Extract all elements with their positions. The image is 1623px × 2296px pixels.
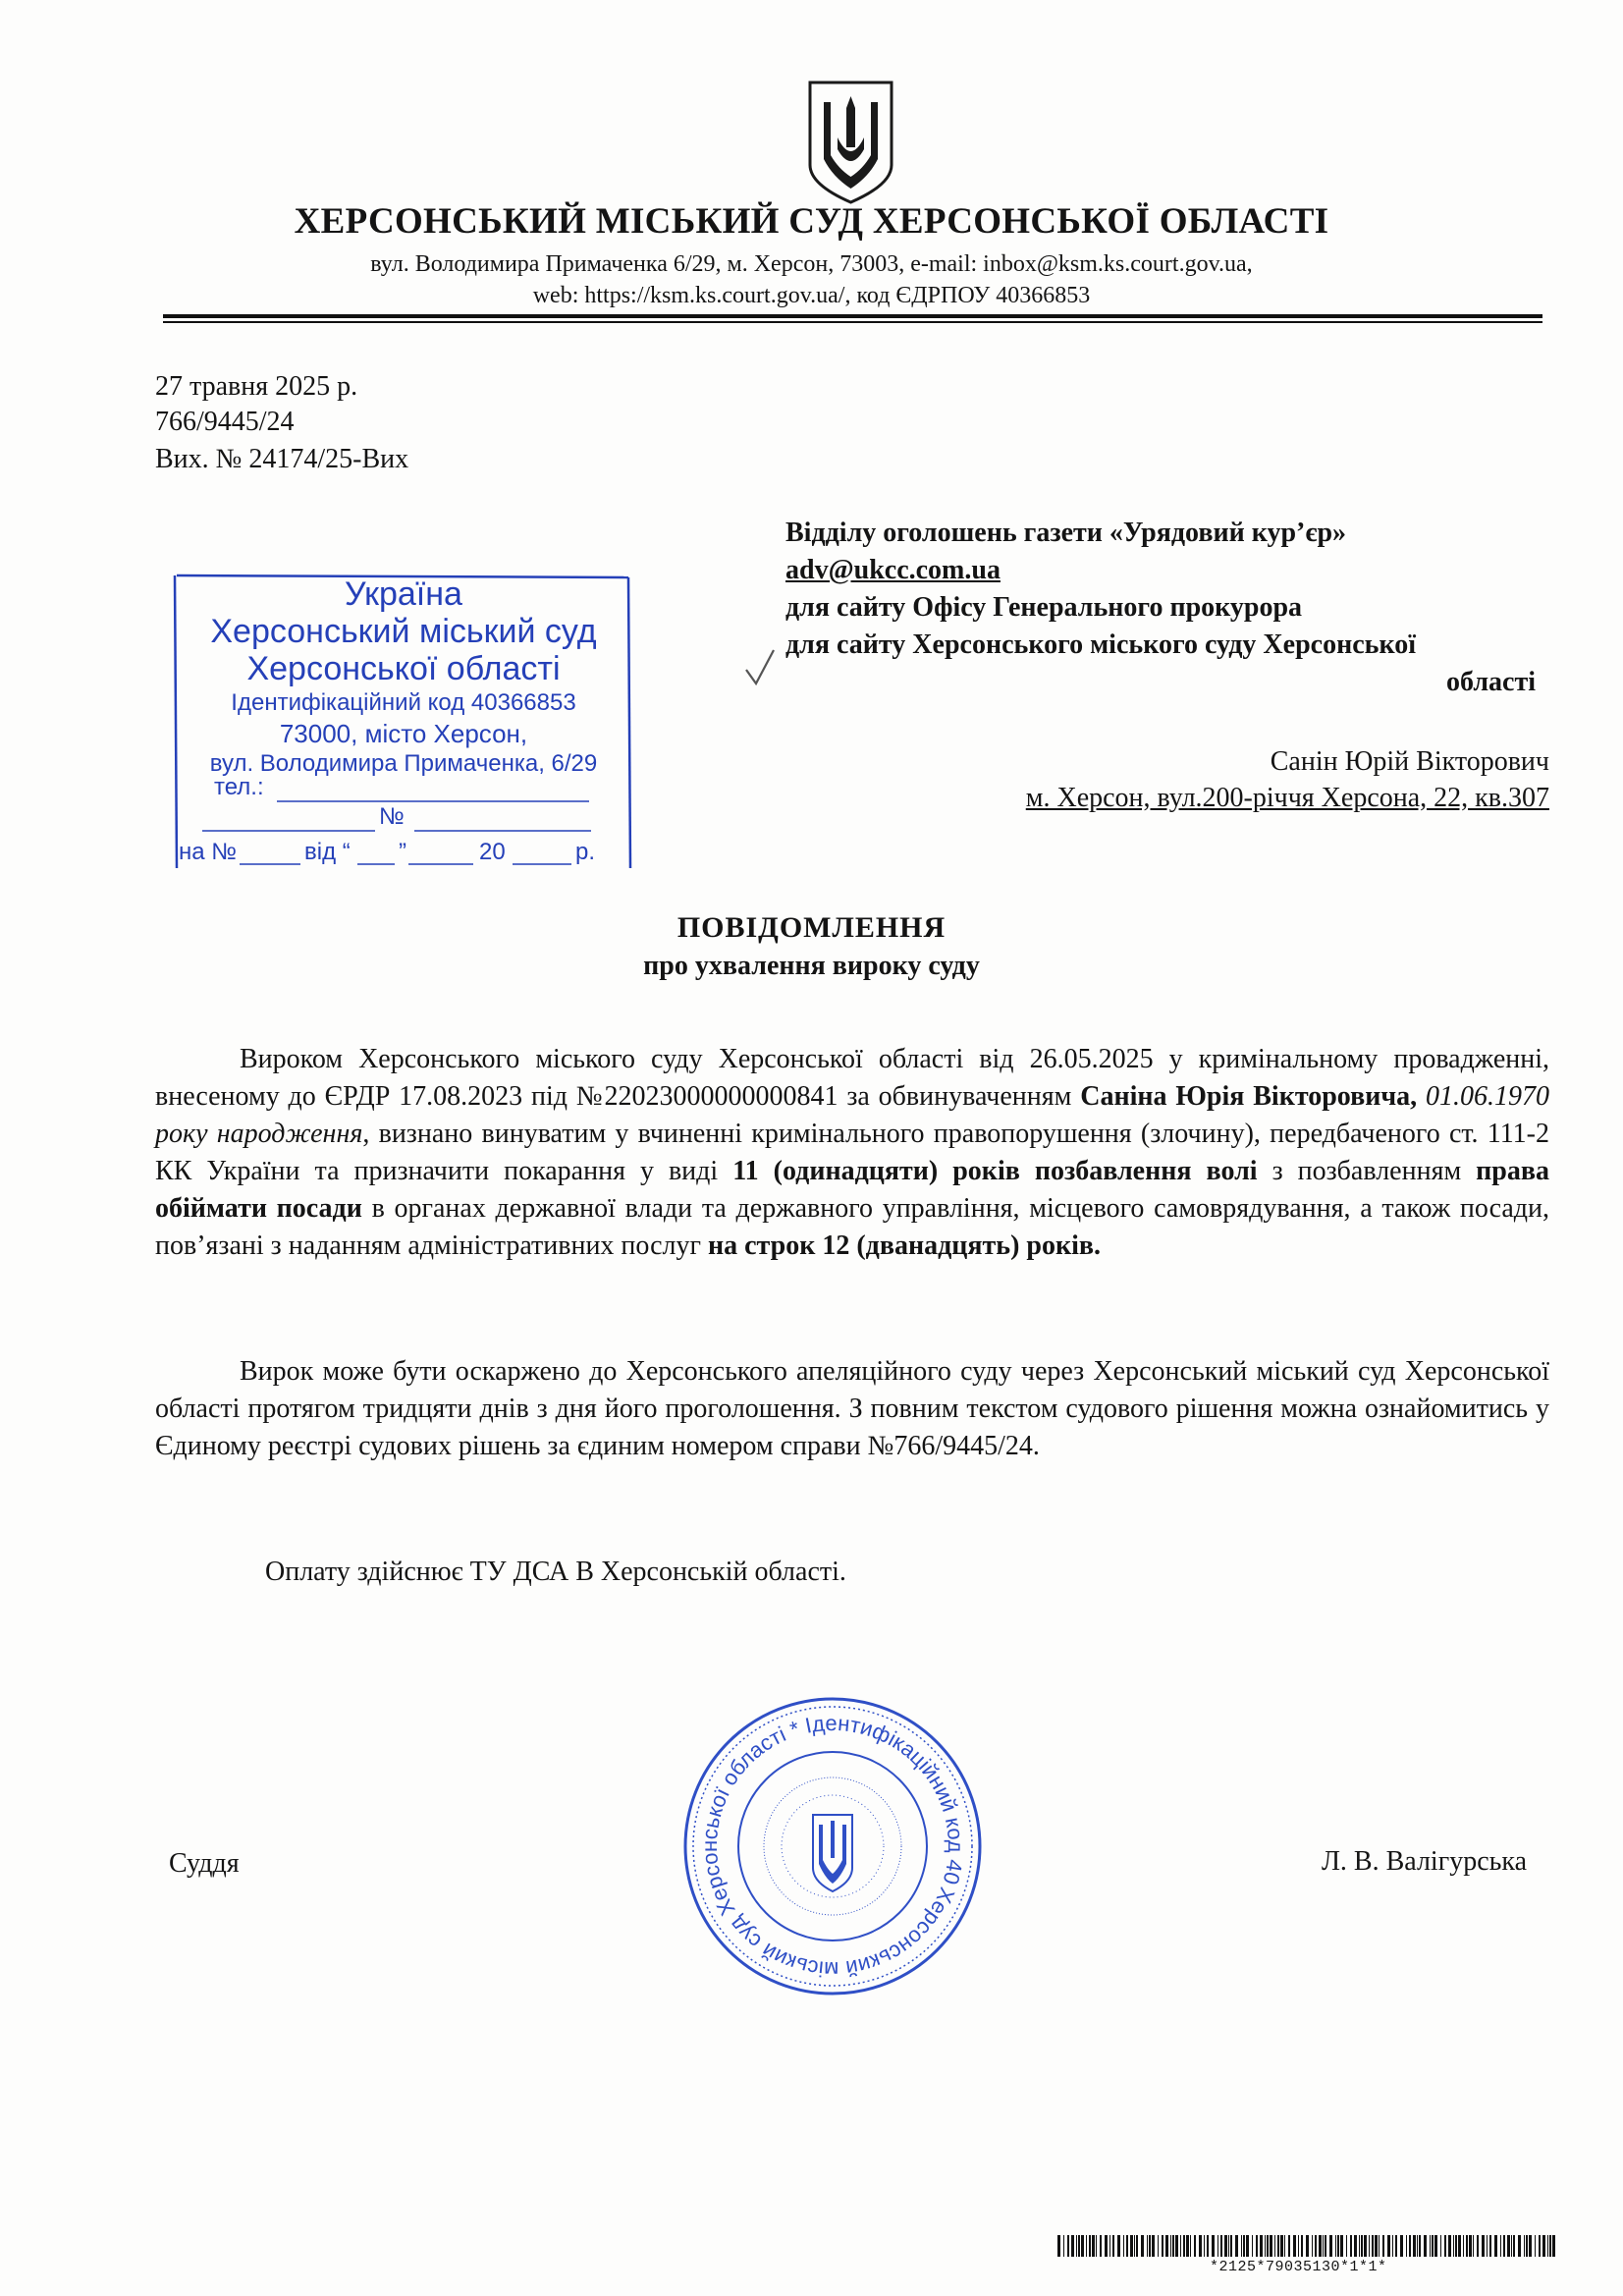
header-rule <box>163 314 1542 318</box>
barcode-bar <box>1092 2235 1095 2257</box>
barcode-bar <box>1417 2235 1418 2257</box>
accused-name: Саніна Юрія Вікторовича, <box>1080 1081 1418 1112</box>
appeal-text: Вирок може бути оскаржено до Херсонського апеляційного суду через Херсонський міський суд Херсонської області протягом тридцяти днів з дня його проголошення. З повним текстом судового рішення можна ознайомитись у Єдиному реєстрі судових рішень за єдиним номером справи №766/9445/24. <box>155 1356 1549 1461</box>
registration-stamp <box>167 568 640 876</box>
stamp-ref-label: на № <box>179 839 238 865</box>
accused-birth: 01.06.1970 року народження <box>155 1081 1550 1149</box>
barcode-bar <box>1503 2235 1505 2257</box>
stamp-quote-close: ” <box>399 839 406 865</box>
recipient-court-site-cont: області <box>1446 667 1536 697</box>
barcode-bar <box>1301 2235 1303 2257</box>
barcode-bar <box>1081 2235 1084 2257</box>
barcode-bar <box>1284 2235 1285 2257</box>
barcode-bar <box>1086 2235 1087 2257</box>
barcode-bar <box>1105 2235 1108 2257</box>
header-rule-thin <box>163 321 1542 323</box>
barcode-bar <box>1518 2235 1521 2257</box>
recipient-newspaper: Відділу оголошень газети «Урядовий кур’єр» <box>785 518 1347 548</box>
stamp-number-label: № <box>379 803 405 830</box>
appeal-paragraph <box>155 1353 1549 1465</box>
barcode-bar <box>1158 2235 1159 2257</box>
barcode-bar <box>1194 2235 1196 2257</box>
barcode-bar <box>1100 2235 1102 2257</box>
barcode <box>1057 2235 1558 2257</box>
stamp-year-suffix: р. <box>575 839 596 865</box>
court-seal <box>676 1689 990 2003</box>
barcode-bar <box>1487 2235 1488 2257</box>
barcode-bar <box>1329 2235 1332 2257</box>
barcode-bar <box>1175 2235 1178 2257</box>
document-date: 27 травня 2025 р. <box>155 371 358 402</box>
barcode-bar <box>1270 2235 1272 2257</box>
barcode-bar <box>1071 2235 1074 2257</box>
barcode-bar <box>1379 2235 1380 2257</box>
barcode-bar <box>1224 2235 1227 2257</box>
barcode-bar <box>1361 2235 1363 2257</box>
barcode-bar <box>1252 2235 1253 2257</box>
barcode-bar <box>1136 2235 1138 2257</box>
barcode-bar <box>1170 2235 1171 2257</box>
court-address-line: вул. Володимира Примаченка 6/29, м. Херсон, 73003, e-mail: inbox@ksm.ks.court.gov.ua, <box>370 251 1253 277</box>
stamp-from-label: від “ <box>304 839 351 865</box>
verdict-text-1: Вироком Херсонського міського суду Херсонської області від 26.05.2025 у кримінальному провадженні, внесеному до ЄРДР 17.08.2023 під №22023000000000841 за обвинуваченням <box>155 1044 1549 1112</box>
barcode-bar <box>1117 2235 1120 2257</box>
stamp-phone-label: тел.: <box>214 774 264 800</box>
judge-role: Суддя <box>169 1848 240 1879</box>
barcode-bar <box>1547 2235 1548 2257</box>
barcode-bar <box>1265 2235 1266 2257</box>
barcode-bar <box>1057 2235 1060 2257</box>
barcode-bar <box>1274 2235 1275 2257</box>
stamp-city: 73000, місто Херсон, <box>279 719 528 748</box>
addressee-address: м. Херсон, вул.200-річчя Херсона, 22, кв.307 <box>1025 783 1549 813</box>
barcode-bar <box>1089 2235 1091 2257</box>
barcode-bar <box>1369 2235 1370 2257</box>
barcode-bar <box>1335 2235 1336 2257</box>
sentence-term: 11 (одинадцяти) років позбавлення волі <box>732 1156 1258 1186</box>
barcode-bar <box>1123 2235 1124 2257</box>
barcode-bar <box>1293 2235 1296 2257</box>
barcode-bar <box>1162 2235 1163 2257</box>
stamp-country: Україна <box>345 575 462 613</box>
barcode-bar <box>1549 2235 1551 2257</box>
barcode-bar <box>1469 2235 1472 2257</box>
barcode-bar <box>1552 2235 1555 2257</box>
checkmark-icon <box>742 648 778 687</box>
barcode-bar <box>1453 2235 1454 2257</box>
payment-paragraph <box>155 1554 1549 1591</box>
verdict-text-4: в органах державної влади та державного управління, місцевого самоврядування, а також посади, пов’язані з наданням адміністративних послуг <box>155 1193 1549 1261</box>
barcode-bar <box>1400 2235 1403 2257</box>
barcode-bar <box>1542 2235 1545 2257</box>
barcode-bar <box>1325 2235 1326 2257</box>
barcode-bar <box>1220 2235 1222 2257</box>
seal-ring-text: Херсонський міський суд Херсонської області * Ідентифікаційний код 40366853 <box>696 1710 969 1983</box>
barcode-bar <box>1387 2235 1390 2257</box>
barcode-bar <box>1458 2235 1461 2257</box>
barcode-bar <box>1406 2235 1407 2257</box>
barcode-bar <box>1130 2235 1133 2257</box>
barcode-bar <box>1466 2235 1468 2257</box>
barcode-bar <box>1260 2235 1263 2257</box>
recipient-prosecutor: для сайту Офісу Генерального прокурора <box>785 592 1303 623</box>
barcode-bar <box>1126 2235 1128 2257</box>
barcode-bar <box>1246 2235 1249 2257</box>
barcode-bar <box>1395 2235 1397 2257</box>
barcode-bar <box>1337 2235 1339 2257</box>
barcode-bar <box>1183 2235 1185 2257</box>
barcode-bar <box>1241 2235 1242 2257</box>
barcode-text: *2125*79035130*1*1* <box>1210 2259 1387 2275</box>
recipients-block <box>785 515 1551 701</box>
verdict-paragraph <box>155 1041 1549 1265</box>
barcode-bar <box>1529 2235 1532 2257</box>
ban-term: на строк 12 (дванадцять) років. <box>708 1230 1102 1261</box>
barcode-bar <box>1199 2235 1202 2257</box>
barcode-bar <box>1063 2235 1064 2257</box>
barcode-bar <box>1147 2235 1148 2257</box>
barcode-bar <box>1489 2235 1491 2257</box>
barcode-bar <box>1473 2235 1474 2257</box>
barcode-bar <box>1267 2235 1269 2257</box>
barcode-bar <box>1067 2235 1069 2257</box>
stamp-court: Херсонський міський суд <box>210 613 597 650</box>
barcode-bar <box>1319 2235 1322 2257</box>
addressee-name: Санін Юрій Вікторович <box>1270 746 1549 777</box>
barcode-bar <box>1109 2235 1110 2257</box>
judge-name: Л. В. Валігурська <box>1321 1846 1527 1877</box>
barcode-bar <box>1078 2235 1080 2257</box>
recipient-court-site: для сайту Херсонського міського суду Херсонської <box>785 629 1416 660</box>
barcode-bar <box>1112 2235 1114 2257</box>
outgoing-number: Вих. № 24174/25-Вих <box>155 444 409 474</box>
barcode-bar <box>1228 2235 1229 2257</box>
barcode-bar <box>1312 2235 1313 2257</box>
document-title: ПОВІДОМЛЕННЯ <box>676 911 947 944</box>
barcode-bar <box>1359 2235 1360 2257</box>
document-subtitle: про ухвалення вироку суду <box>643 951 980 981</box>
barcode-bar <box>1539 2235 1541 2257</box>
case-number: 766/9445/24 <box>155 407 295 437</box>
barcode-bar <box>1432 2235 1434 2257</box>
court-web-line: web: https://ksm.ks.court.gov.ua/, код ЄДРПОУ 40366853 <box>532 283 1091 308</box>
barcode-bar <box>1444 2235 1446 2257</box>
barcode-bar <box>1354 2235 1357 2257</box>
barcode-bar <box>1149 2235 1151 2257</box>
barcode-bar <box>1134 2235 1135 2257</box>
barcode-bar <box>1346 2235 1347 2257</box>
barcode-bar <box>1298 2235 1299 2257</box>
barcode-bar <box>1096 2235 1097 2257</box>
barcode-bar <box>1323 2235 1324 2257</box>
barcode-bar <box>1375 2235 1378 2257</box>
barcode-bar <box>1477 2235 1479 2257</box>
barcode-bar <box>1340 2235 1343 2257</box>
barcode-bar <box>1535 2235 1536 2257</box>
barcode-bar <box>1076 2235 1077 2257</box>
stamp-year-prefix: 20 <box>479 839 506 865</box>
barcode-bar <box>1256 2235 1258 2257</box>
barcode-bar <box>1434 2235 1437 2257</box>
barcode-bar <box>1207 2235 1209 2257</box>
barcode-bar <box>1212 2235 1215 2257</box>
barcode-bar <box>1511 2235 1512 2257</box>
recipient-email[interactable]: adv@ukcc.com.ua <box>785 555 1001 585</box>
barcode-bar <box>1455 2235 1457 2257</box>
barcode-bar <box>1230 2235 1232 2257</box>
barcode-bar <box>1440 2235 1441 2257</box>
seal-trident-icon <box>813 1815 852 1891</box>
barcode-bar <box>1280 2235 1283 2257</box>
barcode-bar <box>1424 2235 1427 2257</box>
barcode-bar <box>1526 2235 1528 2257</box>
barcode-bar <box>1141 2235 1144 2257</box>
barcode-bar <box>1180 2235 1181 2257</box>
barcode-bar <box>1186 2235 1189 2257</box>
barcode-bar <box>1419 2235 1421 2257</box>
verdict-text-2: , визнано винуватим у вчиненні кримінального правопорушення (злочину), передбаченого ст. 111-2 КК України та призначити покарання у виді <box>155 1119 1549 1186</box>
payment-text: Оплату здійснює ТУ ДСА В Херсонській області. <box>265 1557 846 1587</box>
stamp-id-code: Ідентифікаційний код 40366853 <box>231 689 576 716</box>
barcode-bar <box>1413 2235 1416 2257</box>
stamp-region: Херсонської області <box>246 650 561 687</box>
barcode-bar <box>1463 2235 1464 2257</box>
barcode-bar <box>1482 2235 1485 2257</box>
deprived-right: права обіймати посади <box>155 1156 1549 1224</box>
barcode-bar <box>1190 2235 1191 2257</box>
barcode-bar <box>1350 2235 1352 2257</box>
barcode-bar <box>1500 2235 1501 2257</box>
barcode-bar <box>1217 2235 1218 2257</box>
barcode-bar <box>1277 2235 1279 2257</box>
barcode-bar <box>1306 2235 1309 2257</box>
barcode-bar <box>1524 2235 1525 2257</box>
barcode-bar <box>1392 2235 1393 2257</box>
barcode-bar <box>1513 2235 1515 2257</box>
barcode-bar <box>1430 2235 1431 2257</box>
barcode-bar <box>1235 2235 1238 2257</box>
barcode-bar <box>1243 2235 1245 2257</box>
court-name: ХЕРСОНСЬКИЙ МІСЬКИЙ СУД ХЕРСОНСЬКОЇ ОБЛАСТІ <box>294 201 1329 242</box>
stamp-street: вул. Володимира Примаченка, 6/29 <box>209 750 598 777</box>
barcode-bar <box>1315 2235 1317 2257</box>
barcode-bar <box>1382 2235 1384 2257</box>
barcode-bar <box>1364 2235 1367 2257</box>
barcode-bar <box>1409 2235 1411 2257</box>
barcode-bar <box>1372 2235 1374 2257</box>
barcode-bar <box>1165 2235 1168 2257</box>
barcode-bar <box>1507 2235 1510 2257</box>
barcode-bar <box>1152 2235 1155 2257</box>
barcode-bar <box>1288 2235 1290 2257</box>
barcode-bar <box>1172 2235 1174 2257</box>
trident-emblem-icon <box>804 79 897 206</box>
barcode-bar <box>1204 2235 1205 2257</box>
verdict-text-3: з позбавленням <box>1257 1156 1477 1186</box>
barcode-bar <box>1448 2235 1451 2257</box>
barcode-bar <box>1494 2235 1497 2257</box>
